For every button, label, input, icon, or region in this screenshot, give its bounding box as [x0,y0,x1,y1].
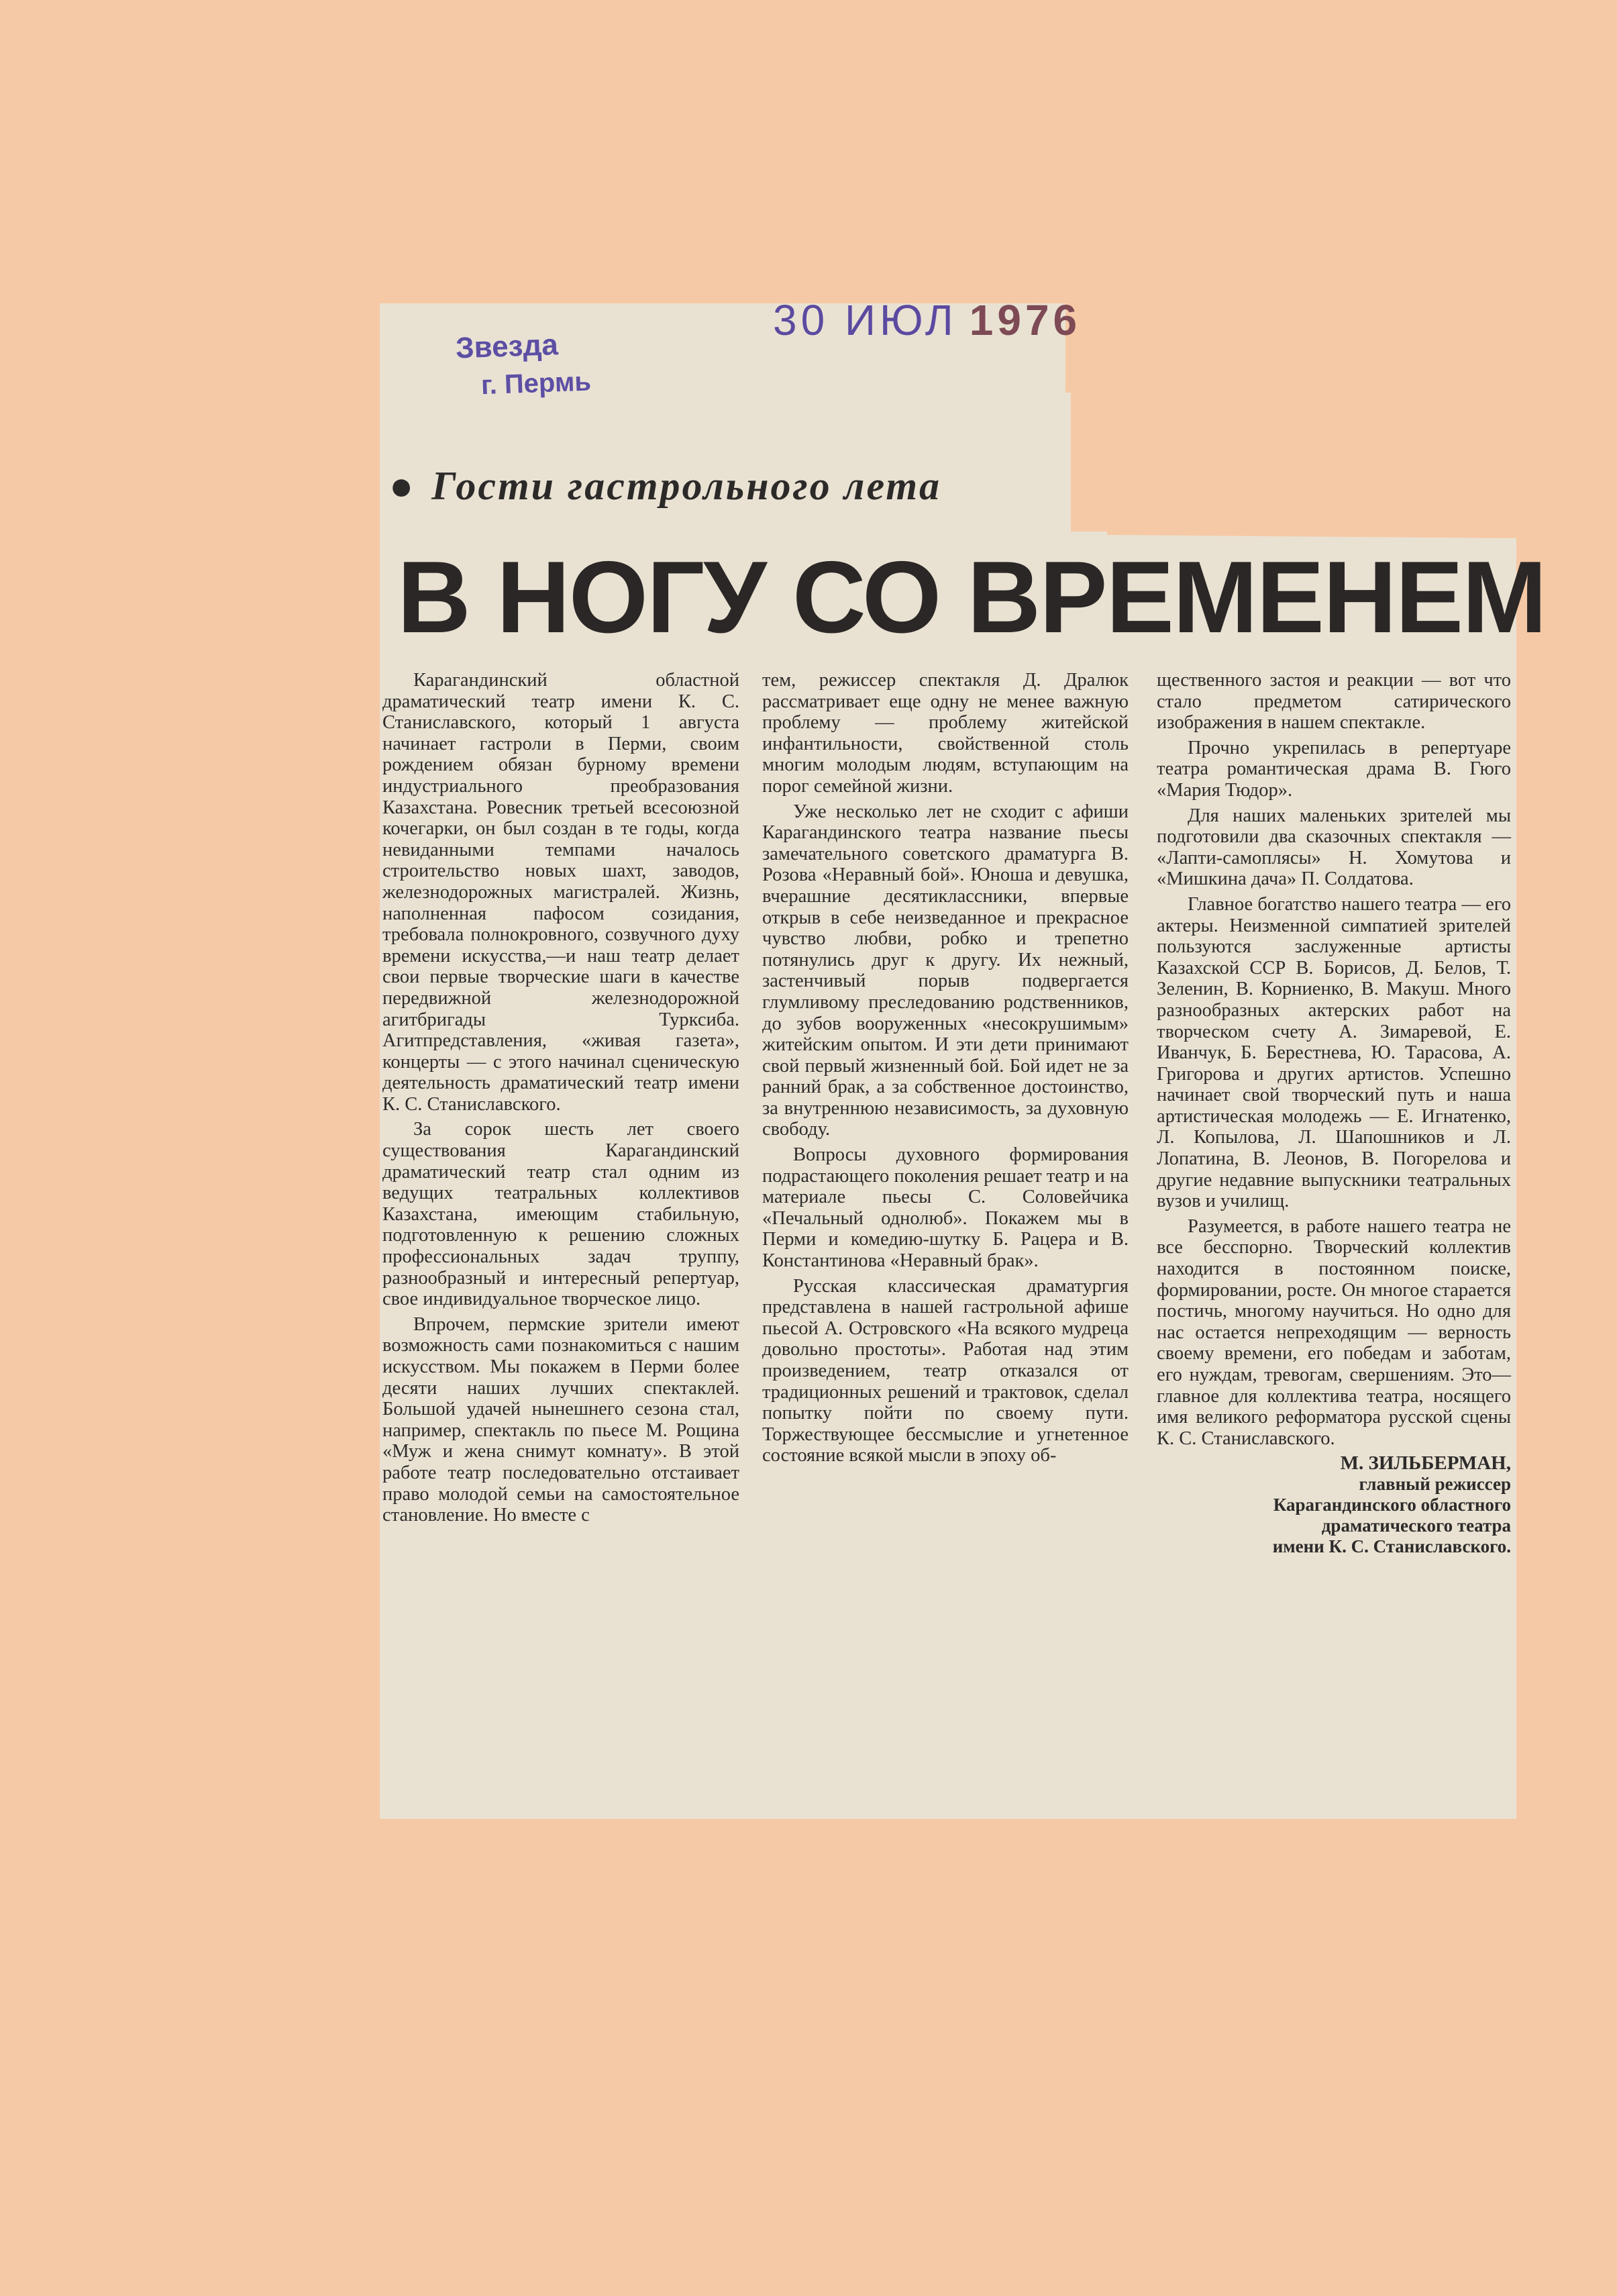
paragraph: Вопросы духовного формирования подрастающего поколения решает театр и на материале пьесы С. Соловейчика «Печальный однолюб». Покажем мы в Перми и комедию-шутку Б. Рацера и В. Константинова «Неравный брак». [762,1144,1129,1272]
stamp-city: г. Пермь [480,366,592,401]
date-stamp [773,295,1081,345]
stamp-date-year: 1976 [969,296,1082,344]
stamp-newspaper-name: Звезда [455,328,559,365]
stamp-date-day-month: 30 ИЮЛ [773,296,957,344]
article-column-3 [1157,670,1511,1557]
author-title-line: Карагандинского областного [1273,1495,1511,1515]
rubric [389,463,941,509]
paragraph: Карагандинский областной драматический театр имени К. С. Станиславского, который 1 августа начинает гастроли в Перми, своим рождением обязан бурному времени индустриального преобразования Казахстана. Ровесник третьей всесоюзной кочегарки, он был создан в те годы, когда невиданными темпами началось строительство новых шахт, заводов, железнодорожных магистралей. Жизнь, наполненная пафосом созидания, требовала полнокровного, созвучного духу времени искусства,—и наш театр делает свои первые творческие шаги в качестве передвижной железнодорожной агитбригады Турксиба. Агитпредставления, «живая газета», концерты — с этого начинал сценическую деятельность драматический театр имени К. С. Станиславского. [382,670,739,1115]
paragraph: Впрочем, пермские зрители имеют возможность сами познакомиться с нашим искусством. Мы покажем в Перми более десяти наших лучших спектаклей. Большой удачей нынешнего сезона стал, например, спектакль по пьесе М. Рощина «Муж и жена снимут комнату». В этой работе театр последовательно отстаивает право молодой семьи на самостоятельное становление. Но вместе с [382,1313,739,1526]
rubric-text: Гости гастрольного лета [431,464,941,508]
paragraph: Главное богатство нашего театра — его актеры. Неизменной симпатией зрителей пользуются заслуженные артисты Казахской ССР В. Борисов, Д. Белов, Т. Зеленин, В. Корниенко, В. Макуш. Много разнообразных актерских работ на творческом счету А. Зимаревой, Е. Иванчук, Б. Берестнева, Ю. Тарасова, А. Григорова и других артистов. Успешно начинает свой творческий путь и наша артистическая молодежь — Е. Игнатенко, Л. Копылова, Л. Шапошников и Л. Лопатина, В. Леонов, В. Погорелова и другие недавние выпускники театральных вузов и училищ. [1157,893,1511,1212]
paragraph: щественного застоя и реакции — вот что стало предметом сатирического изображения в нашем спектакле. [1157,670,1511,734]
paragraph: Прочно укрепилась в репертуаре театра романтическая драма В. Гюго «Мария Тюдор». [1157,737,1511,801]
paragraph: За сорок шесть лет своего существования Карагандинский драматический театр стал одним из ведущих театральных коллективов Казахстана, имеющим стабильную, подготовленную к решению сложных профессиональных задач труппу, разнообразный и интересный репертуар, свое индивидуальное творческое лицо. [382,1119,739,1310]
author-signature [1157,1453,1511,1557]
author-title-line: драматического театра [1321,1515,1511,1536]
source-stamp [455,326,592,405]
paragraph: Русская классическая драматургия представлена в нашей гастрольной афише пьесой А. Островского «На всякого мудреца довольно простоты». Работая над этим произведением, театр отказался от традиционных решений и трактовок, сделал попытку пойти по своему пути. Торжествующее бессмыслие и угнетенное состояние всякой мысли в эпоху об- [762,1275,1129,1466]
paragraph: Разумеется, в работе нашего театра не все бесспорно. Творческий коллектив находится в постоянном поиске, формировании, росте. Он многое старается постичь, многому научиться. Но одно для нас остается непреходящим — верность своему времени, его победам и заботам, его нуждам, тревогам, свершениям. Это—главное для коллектива театра, носящего имя великого реформатора русской сцены К. С. Станиславского. [1157,1215,1511,1449]
bullet-icon: ● [389,464,416,508]
headline: В НОГУ СО ВРЕМЕНЕМ [397,540,1546,654]
paragraph: тем, режиссер спектакля Д. Дралюк рассматривает еще одну не менее важную проблему — проблему житейской инфантильности, свойственной столь многим молодым людям, вступающим на порог семейной жизни. [762,670,1129,797]
author-title-line: имени К. С. Станиславского. [1272,1536,1511,1557]
article-column-1 [382,670,739,1530]
paragraph: Для наших маленьких зрителей мы подготовили два сказочных спектакля — «Лапти-самоплясы» Н. Хомутова и «Мишкина дача» П. Солдатова. [1157,805,1511,890]
author-name: М. ЗИЛЬБЕРМАН, [1340,1452,1511,1475]
article-column-2 [762,670,1129,1470]
paragraph: Уже несколько лет не сходит с афиши Карагандинского театра название пьесы замечательного советского драматурга В. Розова «Неравный бой». Юноша и девушка, вчерашние десятиклассники, впервые открыв в себе неизведанное и прекрасное чувство любви, робко и трепетно потянулись друг к другу. Их нежный, застенчивый порыв подвергается глумливому преследованию родственников, до зубов вооруженных «несокрушимым» житейским опытом. И эти дети принимают свой первый жизненный бой. Бой идет не за ранний брак, а за собственное достоинство, за внутреннюю независимость, за духовную свободу. [762,801,1129,1140]
author-title-line: главный режиссер [1359,1474,1511,1495]
